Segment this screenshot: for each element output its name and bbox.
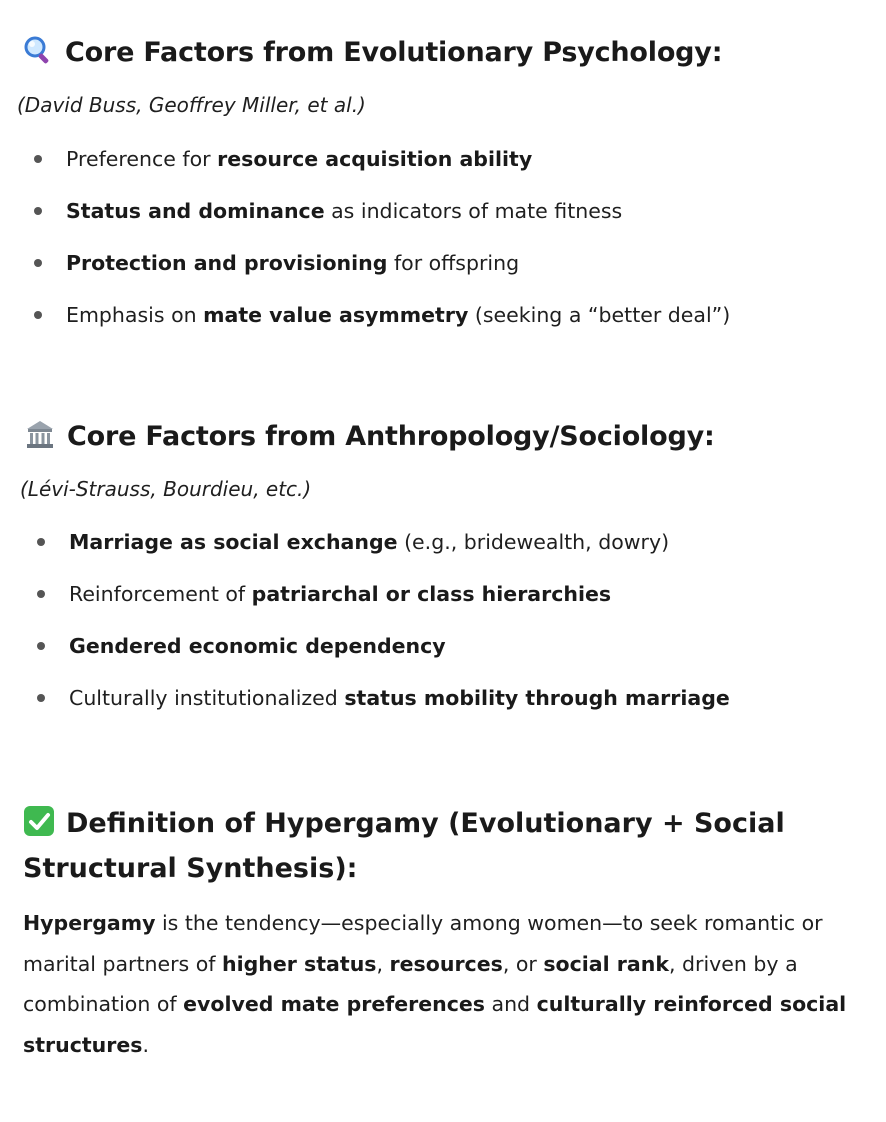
list-item: Reinforcement of patriarchal or class hierarchies bbox=[27, 581, 730, 633]
list-item: Culturally institutionalized status mobility through marriage bbox=[27, 685, 730, 737]
list-item: Gendered economic dependency bbox=[27, 633, 730, 685]
bullet-dot bbox=[34, 155, 42, 163]
bullet-dot bbox=[37, 642, 45, 650]
bullet-dot bbox=[37, 590, 45, 598]
check-mark-button-icon bbox=[23, 805, 55, 837]
list-item: Marriage as social exchange (e.g., bridewealth, dowry) bbox=[27, 529, 730, 581]
list-item: Preference for resource acquisition ability bbox=[24, 146, 730, 198]
bullet-dot bbox=[37, 694, 45, 702]
section-heading-text: Definition of Hypergamy (Evolutionary + Social Structural Synthesis): bbox=[23, 808, 785, 884]
section-heading bbox=[22, 34, 722, 68]
definition-paragraph: Hypergamy is the tendency—especially among women—to seek romantic or marital partners of higher status, resources, or social rank, driven by a combination of evolved mate preferences and culturally reinforced social structures. bbox=[23, 911, 847, 1057]
magnifying-glass-icon bbox=[22, 34, 54, 66]
section-heading-text: Core Factors from Anthropology/Sociology: bbox=[67, 421, 715, 452]
list-item: Status and dominance as indicators of mate fitness bbox=[24, 198, 730, 250]
bullet-dot bbox=[34, 207, 42, 215]
bullet-list bbox=[24, 146, 730, 354]
section-subtitle: (Lévi-Strauss, Bourdieu, etc.) bbox=[20, 477, 312, 501]
list-item: Emphasis on mate value asymmetry (seeking a “better deal”) bbox=[24, 302, 730, 354]
section-subtitle: (David Buss, Geoffrey Miller, et al.) bbox=[17, 93, 366, 117]
section-heading-text: Core Factors from Evolutionary Psychology: bbox=[65, 37, 723, 68]
bullet-dot bbox=[34, 259, 42, 267]
section-heading bbox=[23, 801, 863, 891]
section-heading bbox=[24, 418, 715, 452]
bullet-list bbox=[27, 529, 730, 737]
classical-building-icon bbox=[24, 418, 56, 450]
bullet-dot bbox=[34, 311, 42, 319]
bullet-dot bbox=[37, 538, 45, 546]
list-item: Protection and provisioning for offspring bbox=[24, 250, 730, 302]
